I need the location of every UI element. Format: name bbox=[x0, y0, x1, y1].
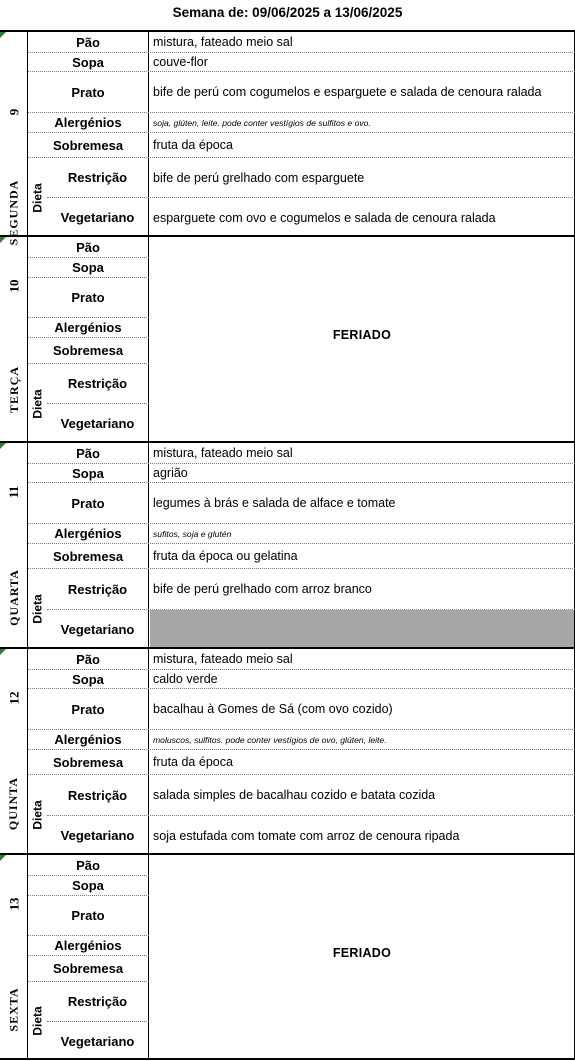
day-block-segunda bbox=[0, 30, 575, 245]
dieta-label: Dieta bbox=[30, 800, 45, 830]
value-restricao: bife de perú grelhado com arroz branco bbox=[150, 569, 575, 609]
label-vegetariano: Vegetariano bbox=[47, 404, 149, 443]
label-sobremesa: Sobremesa bbox=[28, 338, 149, 363]
value-sopa: agrião bbox=[150, 464, 575, 482]
label-restricao: Restrição bbox=[47, 982, 149, 1021]
value-vegetariano: esparguete com ovo e cogumelos e salada de cenoura ralada bbox=[150, 198, 575, 237]
day-block-sexta bbox=[0, 853, 575, 1060]
label-alergenios: Alergénios bbox=[28, 730, 149, 749]
row-prato bbox=[28, 483, 575, 524]
label-restricao: Restrição bbox=[47, 775, 149, 815]
value-pao: mistura, fateado meio sal bbox=[150, 443, 575, 463]
day-name: SEGUNDA bbox=[6, 179, 21, 245]
label-vegetariano: Vegetariano bbox=[47, 610, 149, 649]
day-name: SEXTA bbox=[6, 986, 21, 1032]
value-pao: mistura, fateado meio sal bbox=[150, 649, 575, 669]
row-alergenios bbox=[28, 524, 575, 544]
row-restricao bbox=[47, 569, 575, 610]
day-block-terca bbox=[0, 235, 575, 443]
day-block-quinta bbox=[0, 647, 575, 855]
value-sobremesa: fruta da época ou gelatina bbox=[150, 544, 575, 568]
row-pao bbox=[28, 649, 575, 670]
label-pao: Pão bbox=[28, 237, 149, 257]
value-restricao: salada simples de bacalhau cozido e batata cozida bbox=[150, 775, 575, 815]
value-alergenios: moluscos, sulfitos. pode conter vestígios de ovo, glúten, leite. bbox=[150, 730, 575, 749]
day-column bbox=[0, 443, 28, 647]
label-sopa: Sopa bbox=[28, 876, 149, 895]
day-column bbox=[0, 237, 28, 441]
row-sobremesa bbox=[28, 750, 575, 775]
label-restricao: Restrição bbox=[47, 158, 149, 197]
holiday-cell: FERIADO bbox=[150, 855, 575, 1058]
label-sobremesa: Sobremesa bbox=[28, 133, 149, 157]
value-prato: bacalhau à Gomes de Sá (com ovo cozido) bbox=[150, 689, 575, 729]
value-prato: legumes à brás e salada de alface e tomate bbox=[150, 483, 575, 523]
label-sobremesa: Sobremesa bbox=[28, 956, 149, 981]
row-vegetariano bbox=[47, 816, 575, 855]
value-vegetariano-empty bbox=[150, 610, 575, 649]
label-sopa: Sopa bbox=[28, 258, 149, 277]
value-prato: bife de perú com cogumelos e esparguete e salada de cenoura ralada bbox=[150, 72, 575, 112]
row-prato bbox=[28, 689, 575, 730]
day-number: 13 bbox=[6, 897, 21, 911]
label-alergenios: Alergénios bbox=[28, 936, 149, 955]
value-vegetariano: soja estufada com tomate com arroz de cenoura ripada bbox=[150, 816, 575, 855]
label-vegetariano: Vegetariano bbox=[47, 198, 149, 237]
label-sopa: Sopa bbox=[28, 670, 149, 688]
row-sobremesa bbox=[28, 544, 575, 569]
label-prato: Prato bbox=[28, 483, 149, 523]
label-alergenios: Alergénios bbox=[28, 524, 149, 543]
label-restricao: Restrição bbox=[47, 569, 149, 609]
day-name: TERÇA bbox=[6, 365, 21, 413]
row-vegetariano bbox=[47, 610, 575, 649]
label-pao: Pão bbox=[28, 443, 149, 463]
row-sopa bbox=[28, 670, 575, 689]
page-title: Semana de: 09/06/2025 a 13/06/2025 bbox=[172, 5, 403, 20]
value-alergenios: sufitos, soja e glutén bbox=[150, 524, 575, 543]
day-column bbox=[0, 855, 28, 1058]
day-column bbox=[0, 649, 28, 853]
label-sopa: Sopa bbox=[28, 53, 149, 71]
dieta-label: Dieta bbox=[30, 594, 45, 624]
day-name: QUARTA bbox=[6, 568, 21, 626]
value-alergenios: soja, glúten, leite. pode conter vestígios de sulfitos e ovo. bbox=[150, 113, 575, 132]
label-alergenios: Alergénios bbox=[28, 113, 149, 132]
row-sobremesa bbox=[28, 133, 575, 158]
row-vegetariano bbox=[47, 198, 575, 237]
label-sobremesa: Sobremesa bbox=[28, 750, 149, 774]
label-vegetariano: Vegetariano bbox=[47, 1022, 149, 1060]
row-restricao bbox=[47, 775, 575, 816]
dieta-label: Dieta bbox=[30, 182, 45, 213]
day-block-quarta bbox=[0, 441, 575, 649]
label-alergenios: Alergénios bbox=[28, 318, 149, 337]
day-number: 12 bbox=[6, 691, 21, 705]
label-restricao: Restrição bbox=[47, 364, 149, 403]
row-prato bbox=[28, 72, 575, 113]
day-name: QUINTA bbox=[6, 776, 21, 830]
row-sopa bbox=[28, 464, 575, 483]
row-sopa bbox=[28, 53, 575, 72]
label-vegetariano: Vegetariano bbox=[47, 816, 149, 855]
day-number: 10 bbox=[6, 279, 21, 293]
label-pao: Pão bbox=[28, 649, 149, 669]
value-restricao: bife de perú grelhado com esparguete bbox=[150, 158, 575, 197]
day-column bbox=[0, 32, 28, 245]
day-number: 9 bbox=[6, 108, 21, 116]
label-sobremesa: Sobremesa bbox=[28, 544, 149, 568]
row-pao bbox=[28, 443, 575, 464]
label-pao: Pão bbox=[28, 32, 149, 52]
day-number: 11 bbox=[5, 485, 21, 499]
row-pao bbox=[28, 32, 575, 53]
value-sobremesa: fruta da época bbox=[150, 750, 575, 774]
label-prato: Prato bbox=[28, 689, 149, 729]
label-prato: Prato bbox=[28, 278, 149, 317]
label-prato: Prato bbox=[28, 72, 149, 112]
label-prato: Prato bbox=[28, 896, 149, 935]
value-sopa: caldo verde bbox=[150, 670, 575, 688]
value-sobremesa: fruta da época bbox=[150, 133, 575, 157]
row-alergenios bbox=[28, 113, 575, 133]
value-pao: mistura, fateado meio sal bbox=[150, 32, 575, 52]
holiday-cell: FERIADO bbox=[150, 237, 575, 441]
row-alergenios bbox=[28, 730, 575, 750]
label-sopa: Sopa bbox=[28, 464, 149, 482]
label-pao: Pão bbox=[28, 855, 149, 875]
row-restricao bbox=[47, 158, 575, 198]
dieta-label: Dieta bbox=[30, 388, 45, 419]
value-sopa: couve-flor bbox=[150, 53, 575, 71]
dieta-label: Dieta bbox=[30, 1006, 45, 1036]
